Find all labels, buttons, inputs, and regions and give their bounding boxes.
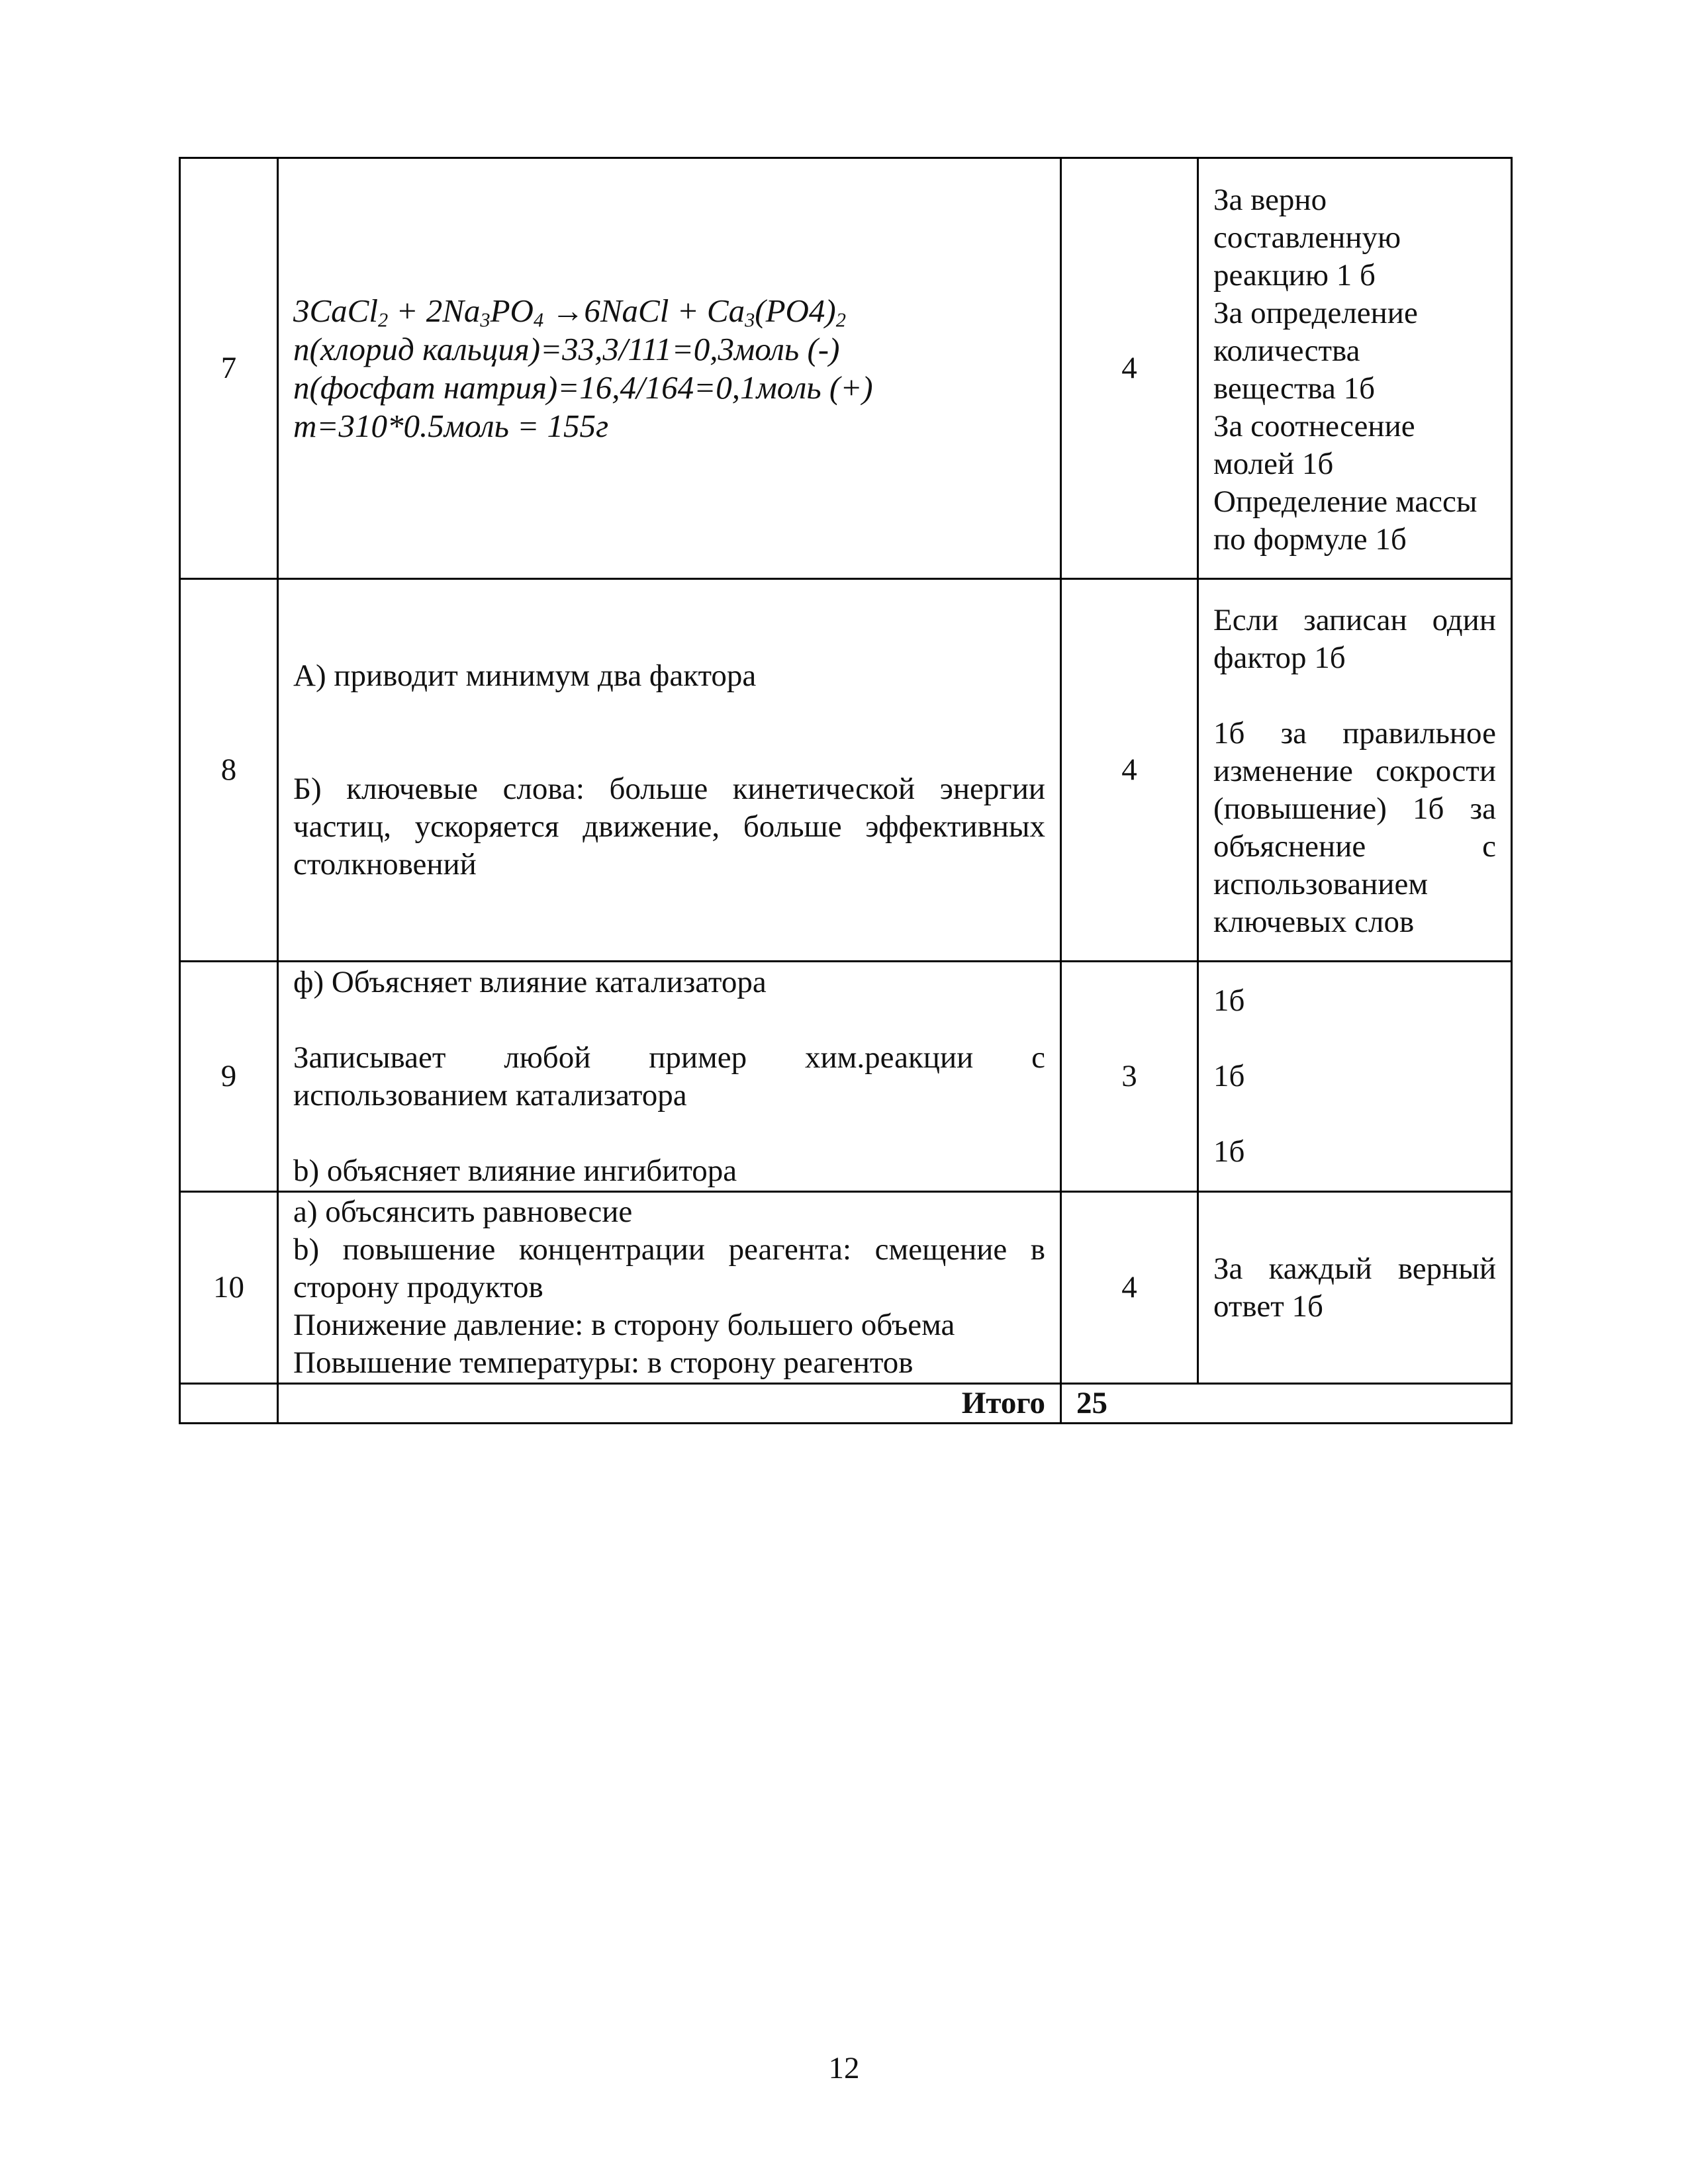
criteria-line: 1б за правильное изменение сокрости (повышение) 1б за объяснение с использованием ключевых слов [1213,716,1496,939]
points-cell: 3 [1061,962,1198,1192]
criteria-line: 1б [1213,1059,1245,1093]
answer-line: Повышение температуры: в сторону реагентов [293,1345,914,1380]
answer-line: Записывает любой пример хим.реакции с использованием катализатора [293,1040,1045,1113]
answer-line: ф) Объясняет влияние катализатора [293,964,767,999]
criteria-line: За соотнесение [1213,408,1415,443]
answer-line: b) объясняет влияние ингибитора [293,1153,737,1188]
total-value: 25 [1061,1384,1512,1424]
empty-cell [180,1384,278,1424]
reaction-equation: 3CaCl$_2$ + $2Na_3PO_4$ →6NaCl + $Ca_3(PO4)_2$ [293,292,846,332]
page-number: 12 [828,2051,860,2085]
criteria-line: 1б [1213,983,1245,1018]
criteria-line: За определение [1213,295,1418,330]
answer-cell [278,579,1061,962]
answer-line: Б) ключевые слова: больше кинетической энергии частиц, ускоряется движение, больше эффективных столкновений [293,771,1045,882]
task-number: 9 [180,962,278,1192]
answer-cell [278,962,1061,1192]
table-row [180,158,1512,579]
answer-line: Понижение давление: в сторону большего объема [293,1308,955,1342]
table-row [180,579,1512,962]
criteria-cell [1198,158,1512,579]
criteria-line: За верно [1213,182,1327,217]
criteria-line: молей 1б [1213,446,1334,481]
answer-cell [278,158,1061,579]
answer-line: m=310*0.5моль = 155г [293,407,609,444]
criteria-line: по формуле 1б [1213,522,1407,557]
answer-cell [278,1192,1061,1384]
answer-line: А) приводит минимум два фактора [293,658,757,693]
task-number: 7 [180,158,278,579]
criteria-line: Определение массы [1213,484,1477,519]
grading-table [179,157,1513,1424]
answer-line: n(фосфат натрия)=16,4/164=0,1моль (+) [293,369,873,406]
criteria-line: вещества 1б [1213,371,1375,406]
criteria-line: 1б [1213,1134,1245,1169]
total-row [180,1384,1512,1424]
points-cell: 4 [1061,579,1198,962]
task-number: 10 [180,1192,278,1384]
points-cell: 4 [1061,158,1198,579]
answer-line: b) повышение концентрации реагента: смещение в сторону продуктов [293,1232,1045,1304]
task-number: 8 [180,579,278,962]
criteria-cell [1198,962,1512,1192]
criteria-line: Если записан один фактор 1б [1213,603,1496,675]
criteria-line: количества [1213,333,1360,368]
answer-line: n(хлорид кальция)=33,3/111=0,3моль (-) [293,330,840,367]
points-cell: 4 [1061,1192,1198,1384]
criteria-line: реакцию 1 б [1213,257,1376,293]
criteria-line: составленную [1213,220,1401,255]
criteria-cell [1198,1192,1512,1384]
table-row [180,962,1512,1192]
answer-line: а) объсянсить равновесие [293,1195,633,1229]
criteria-line: За каждый верный ответ 1б [1213,1251,1496,1324]
criteria-cell [1198,579,1512,962]
table-row [180,1192,1512,1384]
total-label: Итого [278,1384,1061,1424]
